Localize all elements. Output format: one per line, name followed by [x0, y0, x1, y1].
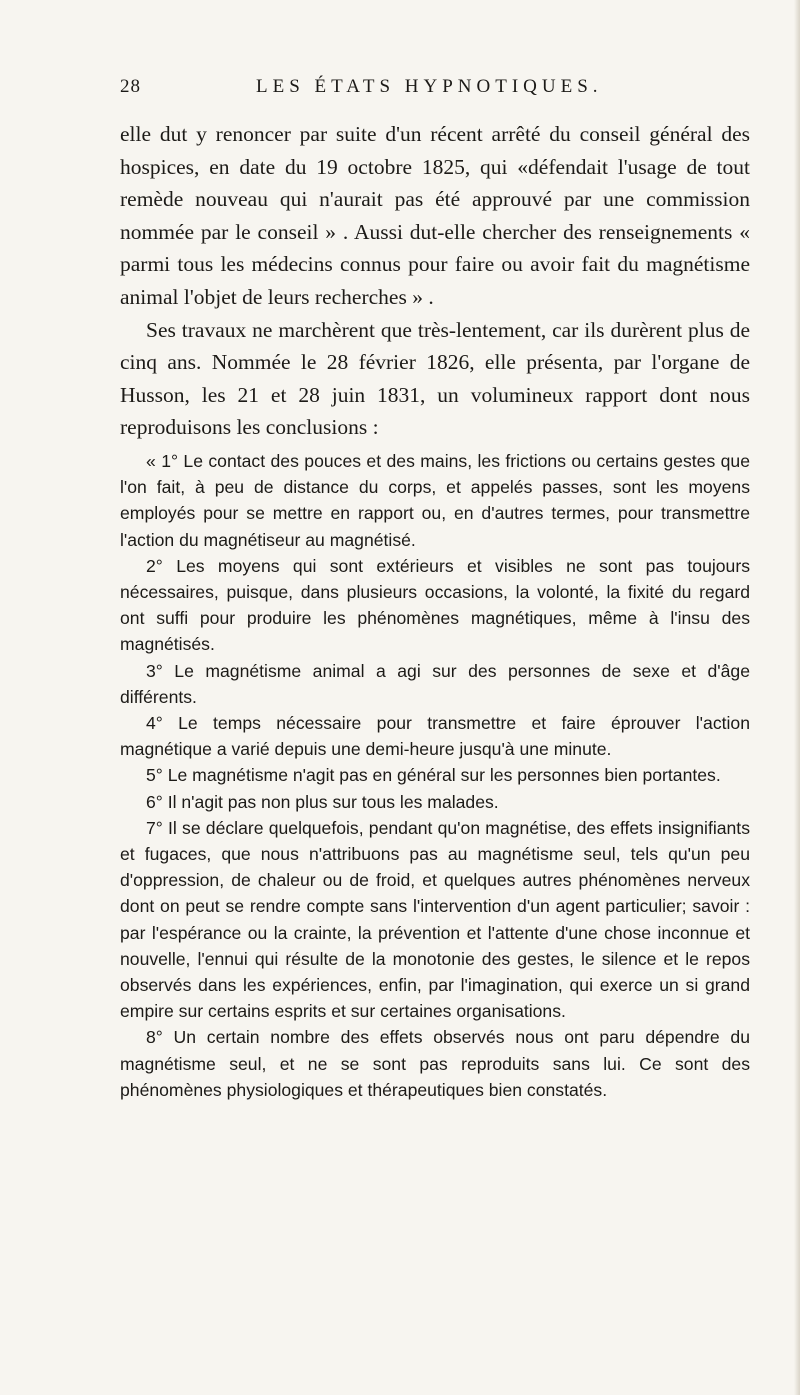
- page-edge-shadow: [794, 0, 800, 1395]
- running-head: LES ÉTATS HYPNOTIQUES.: [256, 76, 603, 97]
- conclusion-3: 3° Le magnétisme animal a agi sur des personnes de sexe et d'âge différents.: [120, 660, 750, 707]
- body-text: [120, 118, 750, 1103]
- conclusion-7: 7° Il se déclare quelquefois, pendant qu'on magnétise, des effets insignifiants et fugaces, que nous n'attribuons pas au magnétisme seul, tels qu'un peu d'oppression, de chaleur ou de froid, et quelques autres phénomènes nerveux dont on peut se rendre compte sans l'intervention d'un agent particulier; savoir : par l'espérance ou la crainte, la prévention et l'attente d'une chose inconnue et nouvelle, l'ennui qui résulte de la monotonie des gestes, le silence et le repos observés dans les expériences, enfin, par l'imagination, qui exerce un si grand empire sur certains esprits et sur certaines organisations.: [120, 817, 750, 1022]
- conclusion-8: 8° Un certain nombre des effets observés nous ont paru dépendre du magnétisme seul, et ne se sont pas reproduits sans lui. Ce sont des phénomènes physiologiques et thérapeutiques bien constatés.: [120, 1027, 750, 1100]
- paragraph-continuation: elle dut y renoncer par suite d'un récent arrêté du conseil général des hospices, en date du 19 octobre 1825, qui «défendait l'usage de tout remède nouveau qui n'aurait pas été approuvé par une commission nommée par le conseil » . Aussi dut-elle chercher des renseignements « parmi tous les médecins connus pour faire ou avoir fait du magnétisme animal l'objet de leurs recherches » .: [120, 122, 750, 309]
- paragraph-commission: Ses travaux ne marchèrent que très-lentement, car ils durèrent plus de cinq ans. Nommée le 28 février 1826, elle présenta, par l'organe de Husson, les 21 et 28 juin 1831, un volumineux rapport dont nous reproduisons les conclusions :: [120, 317, 750, 440]
- page-header: [0, 76, 800, 100]
- conclusion-5: 5° Le magnétisme n'agit pas en général sur les personnes bien portantes.: [146, 765, 721, 786]
- conclusion-2: 2° Les moyens qui sont extérieurs et visibles ne sont pas toujours nécessaires, puisque, dans plusieurs occasions, la volonté, la fixité du regard ont suffi pour produire les phénomènes magnétiques, même à l'insu des magnétisés.: [120, 555, 750, 655]
- conclusion-4: 4° Le temps nécessaire pour transmettre et faire éprouver l'action magnétique a varié depuis une demi-heure jusqu'à une minute.: [120, 712, 750, 760]
- conclusion-6: 6° Il n'agit pas non plus sur tous les malades.: [146, 791, 499, 812]
- page-number: 28: [120, 76, 141, 97]
- lead-text: [120, 118, 750, 444]
- report-conclusions: [120, 448, 750, 1103]
- conclusion-1: « 1° Le contact des pouces et des mains, les frictions ou certains gestes que l'on fait, à peu de distance du corps, et appelés passes, sont les moyens employés pour se mettre en rapport ou, en d'autres termes, pour transmettre l'action du magnétiseur au magnétisé.: [120, 450, 750, 550]
